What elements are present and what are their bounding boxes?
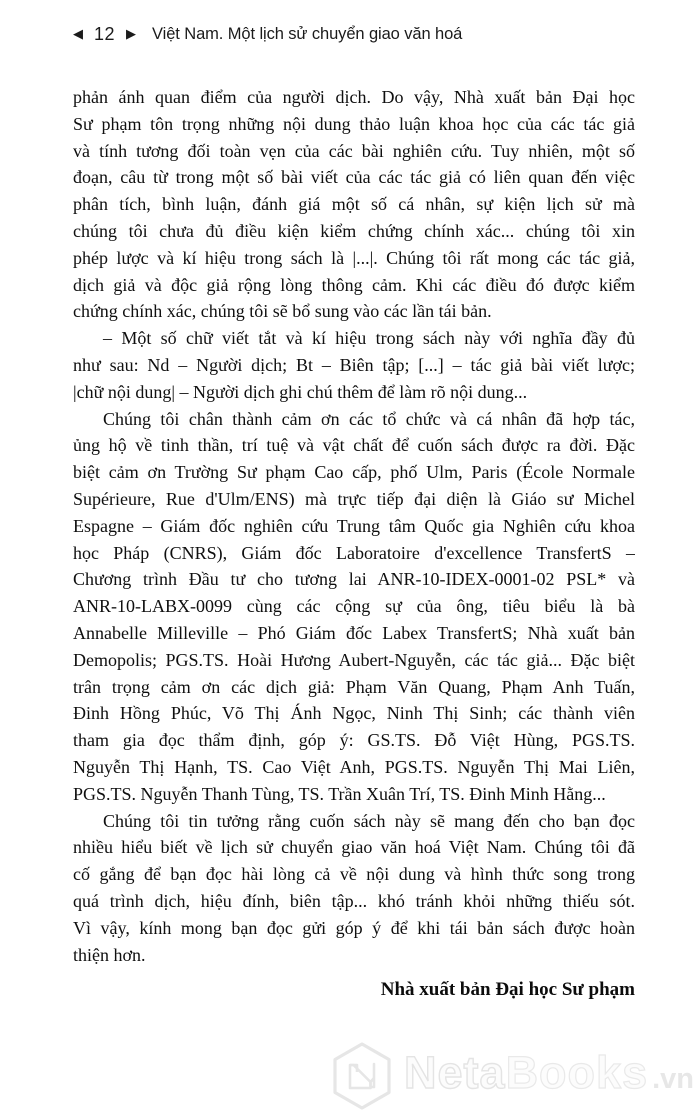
text-line: chúng tôi chưa đủ điều kiện kiểm chứng chính xác... chúng tôi xin (73, 220, 635, 241)
text-line: |chữ nội dung| – Người dịch ghi chú thêm để làm rõ nội dung... (73, 381, 528, 402)
watermark (330, 1041, 694, 1111)
text-line: Espagne – Giám đốc nghiên cứu Trung tâm Quốc gia Nghiên cứu khoa (73, 515, 635, 536)
body-text (73, 84, 635, 1004)
publisher-signature: Nhà xuất bản Đại học Sư phạm (380, 979, 635, 1001)
text-line: ANR-10-LABX-0099 cùng các cộng sự của ông, tiêu biểu là bà (73, 596, 635, 617)
text-line: đoạn, câu từ trong một số bài viết của các tác giả có liên quan đến việc (73, 167, 635, 188)
text-line: chứng chính xác, chúng tôi sẽ bổ sung vào các lần tái bản. (73, 301, 492, 322)
running-title: Việt Nam. Một lịch sử chuyển giao văn hoá (152, 25, 463, 43)
text-line: và tính tương đối toàn vẹn của các bài nghiên cứu. Tuy nhiên, một số (73, 140, 635, 161)
text-line: quá trình dịch, hiệu đính, biên tập... khó tránh khỏi những thiếu sót. (73, 890, 635, 911)
text-line: cố gắng để bạn đọc hài lòng cả về nội dung và hình thức song trong (73, 864, 635, 885)
text-line: ủng hộ về tinh thần, trí tuệ và vật chất để cuốn sách được ra đời. Đặc (73, 435, 635, 456)
text-line: Sư phạm tôn trọng những nội dung thảo luận khoa học của các tác giả (73, 113, 635, 134)
text-line: học Pháp (CNRS), Giám đốc Laboratoire d'excellence TransfertS – (73, 542, 635, 563)
text-line: PGS.TS. Nguyễn Thanh Tùng, TS. Trần Xuân Trí, TS. Đinh Minh Hằng... (73, 783, 606, 804)
text-line: biệt cảm ơn Trường Sư phạm Cao cấp, phố Ulm, Paris (École Normale (73, 462, 635, 483)
text-line: dịch giả và độc giả rộng lòng thông cảm. Khi các điều đó được kiểm (73, 274, 635, 295)
text-line: Demopolis; PGS.TS. Hoài Hương Aubert-Nguyễn, các tác giả... Đặc biệt (73, 649, 635, 670)
running-head (73, 24, 640, 44)
text-line: Supérieure, Rue d'Ulm/ENS) mà trực tiếp đại diện là Giáo sư Michel (73, 488, 635, 509)
hexagon-n-logo (330, 1041, 394, 1111)
text-line: Đinh Hồng Phúc, Võ Thị Ánh Ngọc, Ninh Thị Sinh; các thành viên (73, 703, 635, 724)
text-line: Vì vậy, kính mong bạn đọc gửi góp ý để khi tái bản sách được hoàn (73, 917, 635, 938)
watermark-brand-second: Books (505, 1047, 649, 1098)
text-line: nhiều hiểu biết về lịch sử chuyển giao văn hoá Việt Nam. Chúng tôi đã (73, 837, 635, 858)
text-line: Chúng tôi tin tưởng rằng cuốn sách này sẽ mang đến cho bạn đọc (103, 810, 635, 831)
text-line: trân trọng cảm ơn các dịch giả: Phạm Văn Quang, Phạm Anh Tuấn, (73, 676, 635, 697)
text-line: phản ánh quan điểm của người dịch. Do vậy, Nhà xuất bản Đại học (73, 87, 635, 107)
watermark-text (404, 1043, 694, 1109)
text-line: tham gia đọc thẩm định, góp ý: GS.TS. Đỗ Việt Hùng, PGS.TS. (73, 730, 635, 751)
watermark-brand-first: Neta (404, 1047, 506, 1098)
page-number: 12 (94, 24, 116, 44)
text-line: Annabelle Milleville – Phó Giám đốc Labex TransfertS; Nhà xuất bản (73, 622, 635, 643)
text-line: – Một số chữ viết tắt và kí hiệu trong sách này với nghĩa đầy đủ (103, 328, 635, 349)
text-line: Chúng tôi chân thành cảm ơn các tổ chức và cá nhân đã hợp tác, (103, 408, 635, 429)
text-line: phép lược và kí hiệu trong sách là |...|. Chúng tôi rất mong các tác giả, (73, 247, 635, 268)
text-line: phân tích, bình luận, đánh giá một số cá nhân, sự kiện lịch sử mà (73, 194, 635, 215)
text-line: Chương trình Đầu tư cho tương lai ANR-10-IDEX-0001-02 PSL* và (73, 569, 635, 590)
text-line: như sau: Nd – Người dịch; Bt – Biên tập; [...] – tác giả bài viết lược; (73, 354, 635, 375)
text-line: Nguyễn Thị Hạnh, TS. Cao Việt Anh, PGS.TS. Nguyễn Thị Mai Liên, (73, 756, 635, 777)
watermark-domain-suffix: .vn (652, 1063, 694, 1095)
left-triangle-icon: ◀ (73, 26, 83, 41)
text-line: thiện hơn. (73, 944, 146, 965)
right-triangle-icon: ▶ (126, 26, 137, 41)
